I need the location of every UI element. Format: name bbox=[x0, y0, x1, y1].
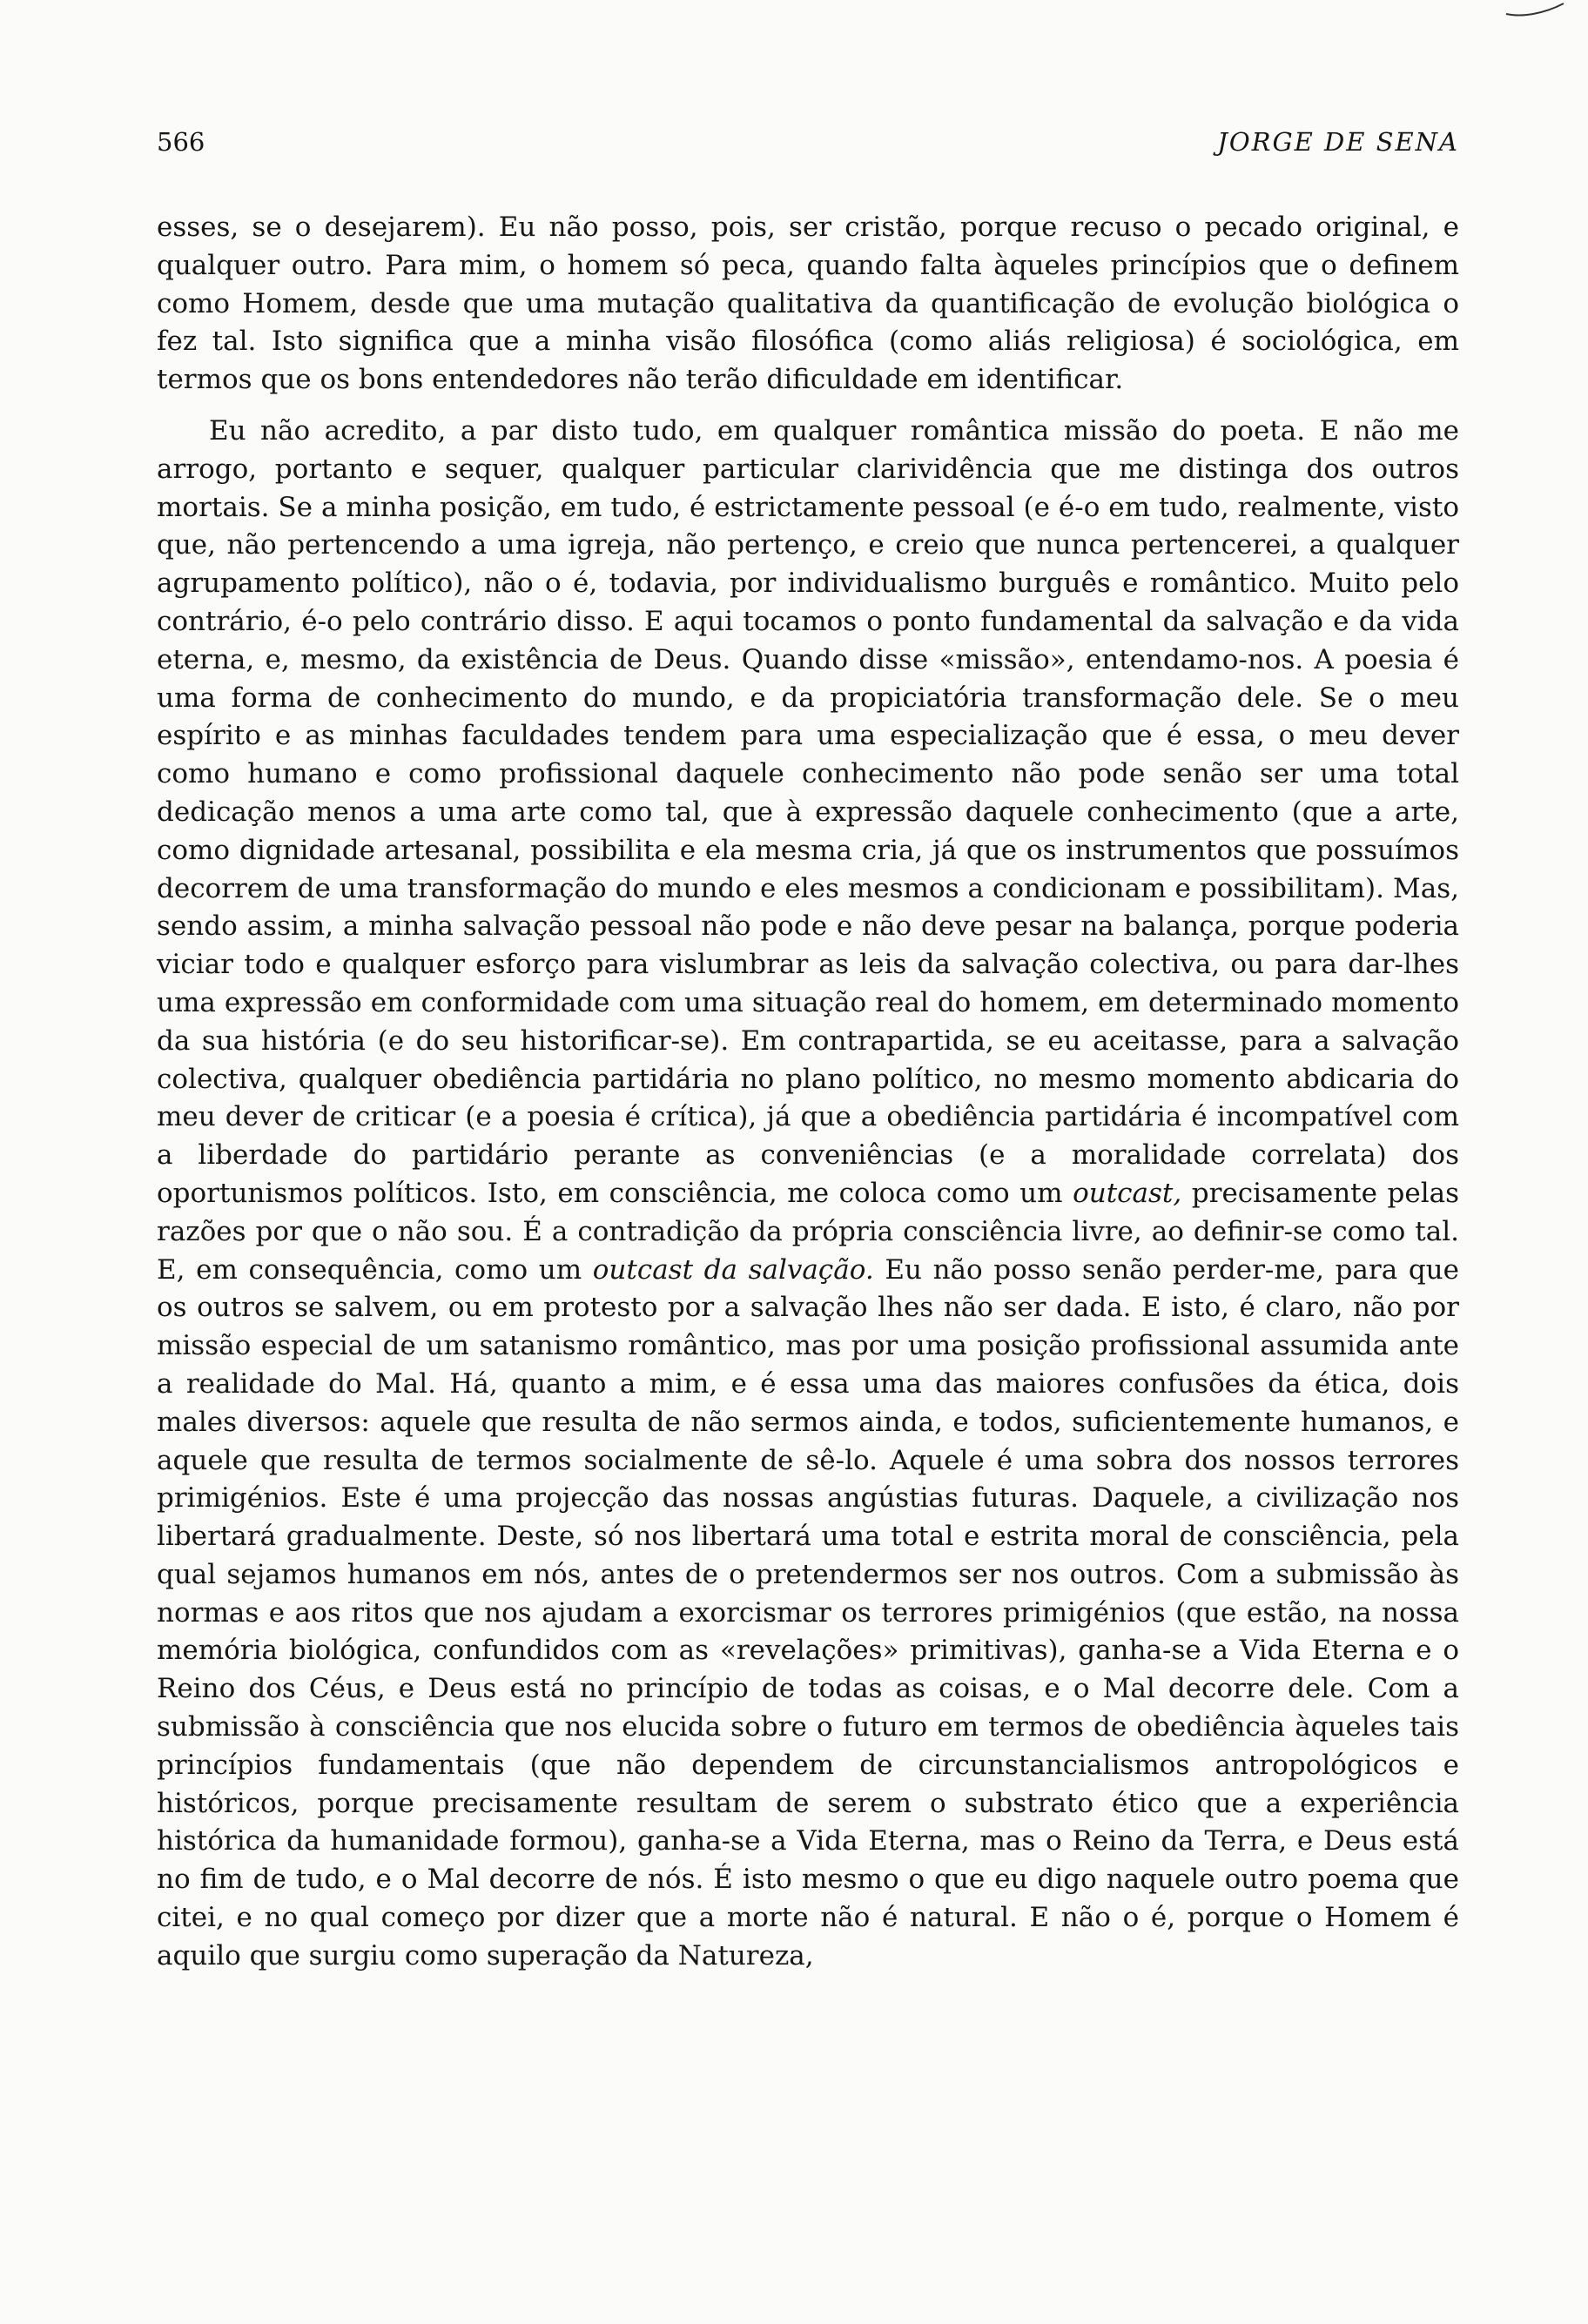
paragraph-1 bbox=[157, 209, 1459, 400]
text-run: precisamente pelas razões por que o não sou. É a contradição da própria consciência livre, ao definir-se como tal. E, em consequência, como um bbox=[157, 1177, 1459, 1286]
running-title-author: JORGE DE SENA bbox=[1217, 127, 1459, 157]
text-run: Eu não posso senão perder-me, para que os outros se salvem, ou em protesto por a salvação lhes não ser dada. E isto, é claro, não por missão especial de um satanismo romântico, mas por uma posição profissional assumida ante a realidade do Mal. Há, quanto a mim, e é essa uma das maiores confusões da ética, dois males diversos: aquele que resulta de não sermos ainda, e todos, suficientemente humanos, e aquele que resulta de termos socialmente de sê-lo. Aquele é uma sobra dos nossos terrores primigénios. Este é uma projecção das nossas angústias futuras. Daquele, a civilização nos libertará gradualmente. Deste, só nos libertará uma total e estrita moral de consciência, pela qual sejamos humanos em nós, antes de o pretendermos ser nos outros. Com a submissão às normas e aos ritos que nos ajudam a exorcismar os terrores primigénios (que estão, na nossa memória biológica, confundidos com as «revelações» primitivas), ganha-se a Vida Eterna e o Reino dos Céus, e Deus está no princípio de todas as coisas, e o Mal decorre dele. Com a submissão à consciência que nos elucida sobre o futuro em termos de obediência àqueles tais princípios fundamentais (que não dependem de circunstancialismos antropológicos e históricos, porque precisamente resultam de serem o substrato ético que a experiência histórica da humanidade formou), ganha-se a Vida Eterna, mas o Reino da Terra, e Deus está no fim de tudo, e o Mal decorre de nós. É isto mesmo o que eu digo naquele outro poema que citei, e no qual começo por dizer que a morte não é natural. E não o é, porque o Homem é aquilo que surgiu como superação da Natureza, bbox=[157, 1253, 1459, 1971]
page-number: 566 bbox=[157, 127, 205, 157]
running-header bbox=[157, 127, 1459, 162]
pen-mark bbox=[1504, 2, 1565, 19]
italic-phrase: outcast da salvação. bbox=[592, 1253, 874, 1286]
text-run: esses, se o desejarem). Eu não posso, pois, ser cristão, porque recuso o pecado original, e qualquer outro. Para mim, o homem só peca, quando falta àqueles princípios que o definem como Homem, desde que uma mutação qualitativa da quantificação de evolução biológica o fez tal. Isto significa que a minha visão filosófica (como aliás religiosa) é sociológica, em termos que os bons entendedores não terão dificuldade em identificar. bbox=[157, 212, 1459, 396]
italic-phrase: outcast, bbox=[1073, 1177, 1182, 1209]
text-run: Eu não acredito, a par disto tudo, em qualquer romântica missão do poeta. E não me arrogo, portanto e sequer, qualquer particular clarividência que me distinga dos outros mortais. Se a minha posição, em tudo, é estrictamente pessoal (e é-o em tudo, realmente, visto que, não pertencendo a uma igreja, não pertenço, e creio que nunca pertencerei, a qualquer agrupamento político), não o é, todavia, por individualismo burguês e romântico. Muito pelo contrário, é-o pelo contrário disso. E aqui tocamos o ponto fundamental da salvação e da vida eterna, e, mesmo, da existência de Deus. Quando disse «missão», entendamo-nos. A poesia é uma forma de conhecimento do mundo, e da propiciatória transformação dele. Se o meu espírito e as minhas faculdades tendem para uma especialização que é essa, o meu dever como humano e como profissional daquele conhecimento não pode senão ser uma total dedicação menos a uma arte como tal, que à expressão daquele conhecimento (que a arte, como dignidade artesanal, possibilita e ela mesma cria, já que os instrumentos que possuímos decorrem de uma transformação do mundo e eles mesmos a condicionam e possibilitam). Mas, sendo assim, a minha salvação pessoal não pode e não deve pesar na balança, porque poderia viciar todo e qualquer esforço para vislumbrar as leis da salvação colectiva, ou para dar-lhes uma expressão em conformidade com uma situação real do homem, em determinado momento da sua história (e do seu historificar-se). Em contrapartida, se eu aceitasse, para a salvação colectiva, qualquer obediência partidária no plano político, no mesmo momento abdicaria do meu dever de criticar (e a poesia é crítica), já que a obediência partidária é incompatível com a liberdade do partidário perante as conveniências (e a moralidade correlata) dos oportunismos políticos. Isto, em consciência, me coloca como um bbox=[157, 414, 1459, 1209]
paragraph-2 bbox=[157, 413, 1459, 1976]
body-text bbox=[157, 209, 1459, 1976]
